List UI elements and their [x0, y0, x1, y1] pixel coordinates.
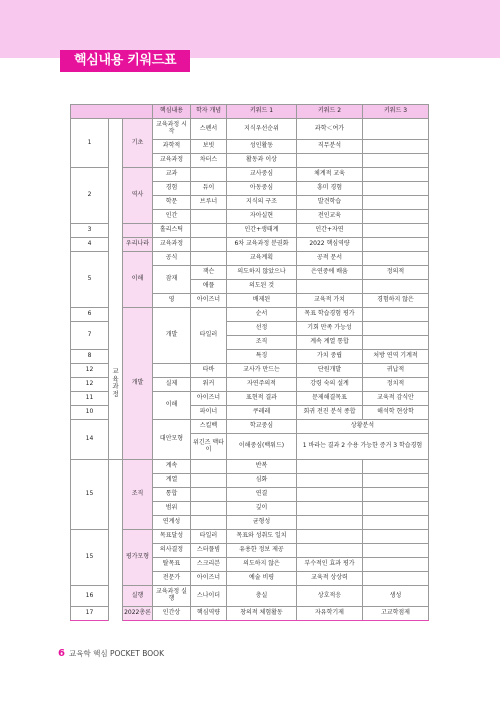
cell	[297, 488, 363, 502]
row-number: 14	[71, 420, 109, 460]
topic-cell: 기초	[123, 119, 153, 168]
cell: 교과	[153, 168, 191, 182]
header-cell: 키워드 1	[227, 105, 297, 119]
table-row	[71, 308, 429, 322]
cell	[191, 516, 227, 530]
cell	[363, 336, 429, 350]
cell: 이해	[153, 392, 191, 420]
table-row	[71, 252, 429, 266]
cell	[363, 516, 429, 530]
cell	[191, 474, 227, 488]
cell	[191, 224, 227, 238]
row-number: 17	[71, 607, 109, 621]
cell: 파이너	[191, 406, 227, 420]
cell	[363, 119, 429, 140]
cell	[363, 544, 429, 558]
cell	[363, 210, 429, 224]
cell: 스터플빔	[191, 544, 227, 558]
cell	[191, 252, 227, 266]
cell	[363, 280, 429, 294]
cell: 정치적	[363, 378, 429, 392]
row-number: 1	[71, 119, 109, 168]
cell: 애플	[191, 280, 227, 294]
cell	[363, 196, 429, 210]
row-number: 10	[71, 406, 109, 420]
cell: 조직	[227, 336, 297, 350]
cell: 교육과정 실행	[153, 586, 191, 607]
cell: 귀납적	[363, 364, 429, 378]
cell	[363, 182, 429, 196]
cell: 계열	[153, 474, 191, 488]
cell: 교육적 감식안	[363, 392, 429, 406]
cell: 가치 중립	[297, 350, 363, 364]
table-row	[71, 168, 429, 182]
topic-cell: 실행	[123, 586, 153, 607]
topic-cell: 역사	[123, 168, 153, 224]
cell	[363, 252, 429, 266]
table-row	[71, 586, 429, 607]
cell: 기회 만족 가능성	[297, 322, 363, 336]
cell: 예술 비평	[227, 572, 297, 586]
cell: 자유학기제	[297, 607, 363, 621]
cell: 목표 학습경험 평가	[297, 308, 363, 322]
cell: 학교중심	[227, 420, 297, 434]
cell	[297, 474, 363, 488]
cell: 상호적응	[297, 586, 363, 607]
cell: 통합	[153, 488, 191, 502]
cell	[191, 488, 227, 502]
cell: 성인활동	[227, 140, 297, 154]
cell: 공식	[153, 252, 191, 266]
cell	[363, 154, 429, 168]
cell: 부수적인 효과 평가	[297, 558, 363, 572]
cell: 직무분석	[297, 140, 363, 154]
cell: 위긴즈 맥타이	[191, 434, 227, 460]
cell	[297, 530, 363, 544]
header-cell: 키워드 3	[363, 105, 429, 119]
cell: 스펜서	[191, 119, 227, 140]
table-row	[71, 224, 429, 238]
cell: 반복	[227, 460, 297, 474]
cell: 은연중에 배움	[297, 266, 363, 280]
cell: 창의적 체험활동	[227, 607, 297, 621]
cell: 의도된 것	[227, 280, 297, 294]
cell: 타일러	[191, 530, 227, 544]
group-label-text: 교육 과정	[112, 367, 119, 398]
header-blank	[71, 105, 153, 119]
cell: 순서	[227, 308, 297, 322]
cell: 배제된	[227, 294, 297, 308]
row-number: 12	[71, 364, 109, 378]
cell: 특징	[227, 350, 297, 364]
cell: 보빗	[191, 140, 227, 154]
row-number: 7	[71, 322, 109, 350]
row-number: 11	[71, 392, 109, 406]
cell: 체계적 교육	[297, 168, 363, 182]
cell: 해석학 현상학	[363, 406, 429, 420]
cell: 스나이더	[191, 586, 227, 607]
cell: 목표와 성취도 일치	[227, 530, 297, 544]
cell: 잭슨	[191, 266, 227, 280]
table-row	[71, 119, 429, 140]
cell: 전문가	[153, 572, 191, 586]
cell	[363, 168, 429, 182]
row-number: 15	[71, 460, 109, 530]
table-header-row	[71, 105, 429, 119]
cell: 교사가 만드는	[227, 364, 297, 378]
cell: 지식우선순위	[227, 119, 297, 140]
cell: 교육적 상상력	[297, 572, 363, 586]
cell: 인간+생태계	[227, 224, 297, 238]
cell: 의도하지 않은	[227, 558, 297, 572]
cell: 스킬벡	[191, 420, 227, 434]
cell	[191, 502, 227, 516]
cell	[363, 488, 429, 502]
cell: 연결	[227, 488, 297, 502]
cell: 지식의 구조	[227, 196, 297, 210]
cell: 아이즈너	[191, 572, 227, 586]
cell: 계속 계열 통합	[297, 336, 363, 350]
cell	[297, 502, 363, 516]
cell: 문제해결목표	[297, 392, 363, 406]
cell	[363, 502, 429, 516]
page-number: 6	[58, 648, 65, 659]
cell: 홀리스틱	[153, 224, 191, 238]
cell	[297, 516, 363, 530]
table-row	[71, 607, 429, 621]
group-label	[109, 308, 123, 460]
cell: 타바	[191, 364, 227, 378]
row-number: 3	[71, 224, 109, 238]
cell: 연계성	[153, 516, 191, 530]
cell: 의사결정	[153, 544, 191, 558]
cell: 아이즈너	[191, 294, 227, 308]
cell: 흥미 경험	[297, 182, 363, 196]
row-number: 8	[71, 350, 109, 364]
cell	[191, 238, 227, 252]
cell: 상황분석	[297, 420, 429, 434]
cell	[153, 364, 191, 378]
cell	[363, 238, 429, 252]
cell: 처방 연역 기계적	[363, 350, 429, 364]
topic-cell: 조직	[123, 460, 153, 530]
page-footer	[58, 648, 164, 659]
cell: 교육과정	[153, 154, 191, 168]
cell	[363, 224, 429, 238]
cell: 6차 교육과정 분권화	[227, 238, 297, 252]
group-spacer	[109, 119, 123, 196]
row-number: 16	[71, 586, 109, 607]
cell: 전인교육	[297, 210, 363, 224]
cell: 학문	[153, 196, 191, 210]
cell: 교육계획	[227, 252, 297, 266]
cell: 깊이	[227, 502, 297, 516]
row-number: 12	[71, 378, 109, 392]
topic-cell: 2022총론	[123, 607, 153, 621]
cell: 쿠레레	[227, 406, 297, 420]
cell: 스크리븐	[191, 558, 227, 572]
cell: 고교학점제	[363, 607, 429, 621]
topic-cell	[123, 224, 153, 238]
table-row	[71, 238, 429, 252]
cell: 공적 문서	[297, 252, 363, 266]
table-row	[71, 460, 429, 474]
cell: 교사중심	[227, 168, 297, 182]
cell: 강령 숙의 설계	[297, 378, 363, 392]
cell: 계속	[153, 460, 191, 474]
cell: 충실	[227, 586, 297, 607]
row-number: 2	[71, 168, 109, 224]
cell: 아동중심	[227, 182, 297, 196]
cell: 교육적 가치	[297, 294, 363, 308]
topic-cell: 우리나라	[123, 238, 153, 252]
cell: 개발	[153, 308, 191, 364]
cell	[297, 460, 363, 474]
cell: 교육과정	[153, 238, 191, 252]
cell: 브루너	[191, 196, 227, 210]
cell: 자연주의적	[227, 378, 297, 392]
cell: 인간	[153, 210, 191, 224]
cell: 심화	[227, 474, 297, 488]
cell: 영	[153, 294, 191, 308]
cell: 발견학습	[297, 196, 363, 210]
row-number: 6	[71, 308, 109, 322]
keyword-table	[70, 104, 429, 621]
cell	[191, 460, 227, 474]
cell: 유용한 정보 제공	[227, 544, 297, 558]
cell: 인간+자연	[297, 224, 363, 238]
cell: 교육과정 시작	[153, 119, 191, 140]
cell: 2022 핵심역량	[297, 238, 363, 252]
cell: 의도하지 않았으나	[227, 266, 297, 280]
cell: 차터스	[191, 154, 227, 168]
cell: 잠재	[153, 266, 191, 294]
cell: 듀이	[191, 182, 227, 196]
cell	[297, 280, 363, 294]
cell	[363, 308, 429, 322]
topic-cell: 개발	[123, 308, 153, 460]
cell	[191, 168, 227, 182]
cell: 목표달성	[153, 530, 191, 544]
table-row	[71, 530, 429, 544]
cell: 워커	[191, 378, 227, 392]
group-spacer	[109, 460, 123, 621]
cell: 이해중심(백워드)	[227, 434, 297, 460]
cell: 활동과 이상	[227, 154, 297, 168]
cell: 선정	[227, 322, 297, 336]
cell: 자아실현	[227, 210, 297, 224]
cell: 과학적	[153, 140, 191, 154]
cell: 실제	[153, 378, 191, 392]
cell: 경험	[153, 182, 191, 196]
cell	[363, 572, 429, 586]
topic-cell: 평가모형	[123, 530, 153, 586]
cell	[363, 140, 429, 154]
cell	[363, 322, 429, 336]
topic-cell: 이해	[123, 252, 153, 308]
row-number: 15	[71, 530, 109, 586]
cell	[297, 154, 363, 168]
row-number: 4	[71, 238, 109, 252]
cell: 과학＜여가	[297, 119, 363, 140]
cell	[191, 210, 227, 224]
cell: 균형성	[227, 516, 297, 530]
cell	[363, 474, 429, 488]
cell	[297, 544, 363, 558]
row-number: 5	[71, 252, 109, 308]
cell	[363, 558, 429, 572]
cell: 핵심역량	[191, 607, 227, 621]
cell: 1 바라는 결과 2 수용 가능한 증거 3 학습경험	[297, 434, 429, 460]
group-spacer	[109, 196, 123, 308]
cell: 정의적	[363, 266, 429, 280]
cell: 표현적 결과	[227, 392, 297, 406]
cell: 경험하지 않은	[363, 294, 429, 308]
cell	[363, 460, 429, 474]
section-title: 핵심내용 키워드표	[60, 50, 190, 72]
footer-title: 교육학 핵심 POCKET BOOK	[68, 649, 164, 658]
cell: 대안모형	[153, 420, 191, 460]
header-cell: 핵심내용	[153, 105, 191, 119]
cell: 생성	[363, 586, 429, 607]
cell: 타일러	[191, 308, 227, 364]
cell: 단원개발	[297, 364, 363, 378]
cell: 탈목표	[153, 558, 191, 572]
cell: 범위	[153, 502, 191, 516]
cell: 아이즈너	[191, 392, 227, 406]
cell	[363, 530, 429, 544]
cell: 회귀 전진 분석 종합	[297, 406, 363, 420]
cell: 인간상	[153, 607, 191, 621]
header-cell: 키워드 2	[297, 105, 363, 119]
header-cell: 학자 개념	[191, 105, 227, 119]
